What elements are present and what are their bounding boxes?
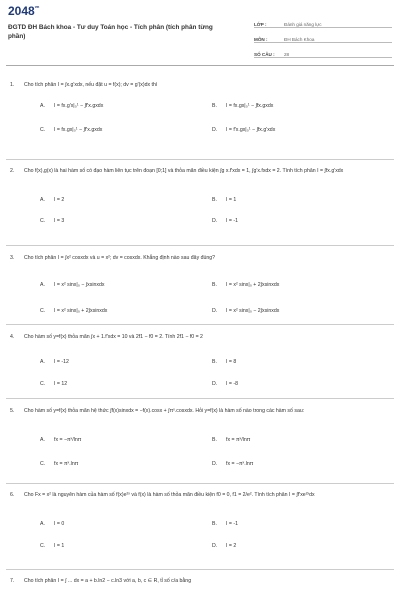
option-d[interactable]: D. I = -1: [212, 218, 238, 225]
option-b[interactable]: B. fx = πˣ/lnπ: [212, 437, 251, 444]
meta-value: 28: [284, 52, 290, 57]
meta-label: MÔN :: [254, 37, 268, 42]
question-number: 2.: [10, 168, 15, 174]
question-number: 7.: [10, 578, 15, 584]
option-c[interactable]: C. I = x² sinx|₀ + 2∫xsinxdx: [40, 308, 108, 315]
meta-row-class: [254, 13, 392, 28]
meta-row-subject: [254, 28, 392, 43]
option-d[interactable]: D. I = f'x.gx|₀¹ − ∫fx.g'xdx: [212, 127, 276, 134]
question-number: 4.: [10, 334, 15, 340]
option-c[interactable]: C. fx = πˣ.lnπ: [40, 461, 79, 468]
question-text: Cho hàm số y=f(x) thỏa mãn hệ thức ∫f(x)sinxdx = −f(x).cosx + ∫πˣ.cosxdx. Hỏi y=f(x) là hàm số nào trong các hàm số sau:: [24, 408, 305, 414]
question-3: [10, 255, 392, 315]
option-b[interactable]: B. I = x² sinx|₀ + 2∫xsinxdx: [212, 282, 280, 289]
option-a[interactable]: A. fx = −πˣ/lnπ: [40, 437, 82, 444]
question-4: [10, 334, 392, 388]
option-d[interactable]: D. I = -8: [212, 381, 238, 388]
question-number: 6.: [10, 492, 15, 498]
option-b[interactable]: B. I = -1: [212, 521, 238, 528]
option-b[interactable]: B. I = 8: [212, 359, 237, 366]
option-c[interactable]: C. I = 1: [40, 543, 65, 550]
question-7: [10, 578, 392, 585]
question-number: 5.: [10, 408, 15, 414]
question-divider: [6, 159, 394, 160]
option-d[interactable]: D. fx = −πˣ.lnπ: [212, 461, 254, 468]
meta-label: SỐ CÂU :: [254, 52, 275, 57]
options: [40, 89, 392, 134]
meta-label: LỚP :: [254, 22, 267, 27]
meta-value: ĐH Bách Khoa: [284, 37, 315, 42]
option-c[interactable]: C. I = 12: [40, 381, 68, 388]
question-divider: [6, 483, 394, 484]
logo-suffix: vn: [34, 4, 40, 9]
question-6: [10, 492, 392, 550]
question-1: [10, 82, 392, 134]
option-c[interactable]: C. I = fx.gx|₀¹ − ∫f'x.gxdx: [40, 127, 103, 134]
question-number: 3.: [10, 255, 15, 261]
question-divider: [6, 324, 394, 325]
option-a[interactable]: A. I = x² sinx|₀ − ∫xsinxdx: [40, 282, 105, 289]
question-text: Cho Fx = x² là nguyên hàm của hàm số f(x)e²ˣ và f(x) là hàm số thỏa mãn điều kiện f0 = 0, f1 = 2/e². Tính tích phân I = ∫f'xe²ˣdx: [24, 492, 315, 498]
option-c[interactable]: C. I = 3: [40, 218, 65, 225]
question-text: Cho f(x),g(x) là hai hàm số có đạo hàm liên tục trên đoạn [0;1] và thỏa mãn điều kiện ∫g x.f'xdx = 1, ∫g'x.fxdx = 2. Tính tích phân I = ∫fx.g'xdx: [24, 168, 344, 174]
question-text: Cho tích phân I = ∫ ... dx = a + b.ln2 − c.ln3 với a, b, c ∈ R, tỉ số c/a bằng: [24, 578, 192, 584]
question-text: Cho tích phân I = ∫x² cosxdx và u = x²; dv = cosxdx. Khẳng định nào sau đây đúng?: [24, 255, 216, 261]
question-2: [10, 168, 392, 225]
question-divider: [6, 245, 394, 246]
question-number: 1.: [10, 82, 15, 88]
option-b[interactable]: B. I = fx.gx|₀¹ − ∫fx.gxdx: [212, 103, 274, 110]
question-text: Cho tích phân I = ∫x.g'xdx, nếu đặt u = f(x); dv = g'(x)dx thì: [24, 82, 158, 88]
option-b[interactable]: B. I = 1: [212, 197, 237, 204]
option-a[interactable]: A. I = 2: [40, 197, 65, 204]
document-title: ĐGTD ĐH Bách khoa - Tư duy Toán học - Tích phân (tích phân từng phần): [8, 24, 213, 40]
option-d[interactable]: D. I = 2: [212, 543, 237, 550]
question-5: [10, 408, 392, 468]
question-divider: [6, 398, 394, 399]
option-a[interactable]: A. I = -12: [40, 359, 69, 366]
logo-text: 2048: [8, 4, 35, 18]
meta-row-count: [254, 43, 392, 58]
meta-value: Đánh giá năng lực: [284, 22, 322, 27]
option-a[interactable]: A. I = 0: [40, 521, 65, 528]
question-text: Cho hàm số y=f(x) thỏa mãn ∫x + 1.f'xdx = 10 và 2f1 − f0 = 2. Tính 2f1 − f0 = 2: [24, 334, 203, 340]
option-d[interactable]: D. I = x² sinx|₀ − 2∫xsinxdx: [212, 308, 280, 315]
header-divider: [6, 65, 394, 66]
site-logo[interactable]: [8, 4, 39, 18]
meta-panel: [254, 13, 392, 58]
question-divider: [6, 569, 394, 570]
option-a[interactable]: A. I = fx.g'x|₀¹ − ∫f'x.gxdx: [40, 103, 104, 110]
